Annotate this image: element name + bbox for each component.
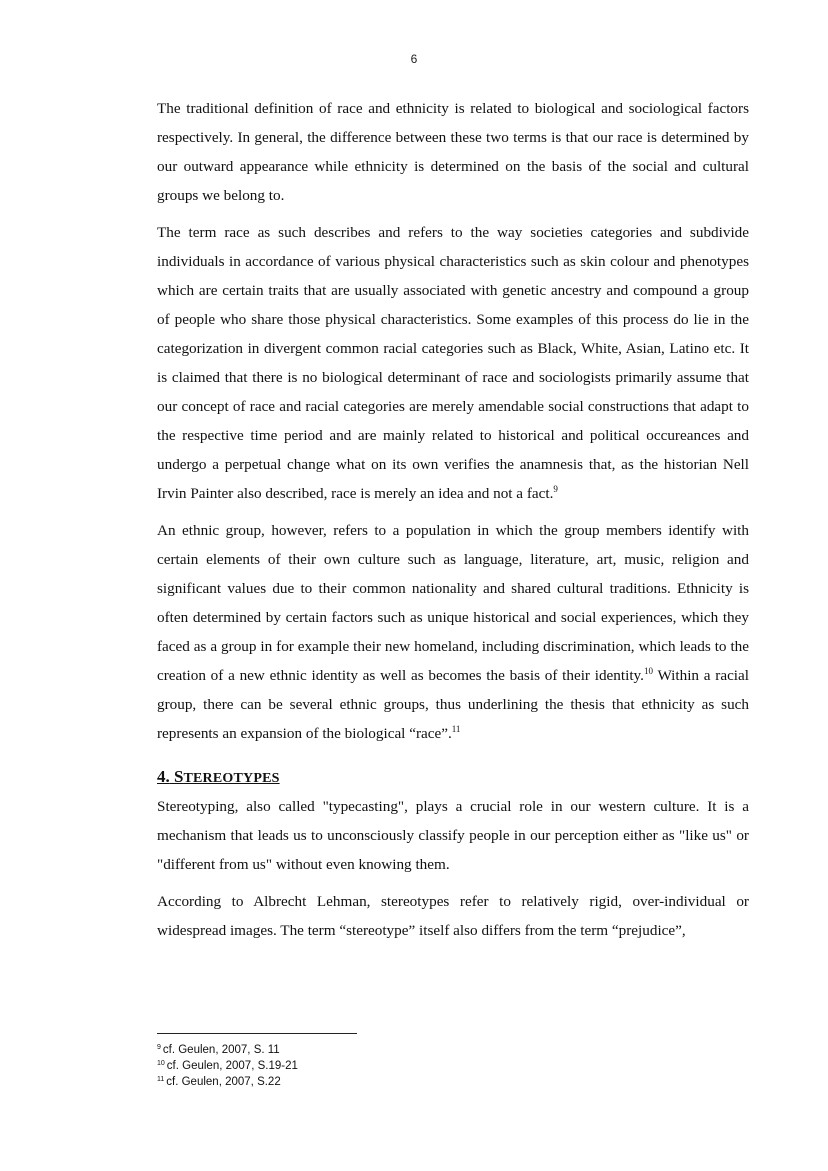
page-number: 6 (410, 52, 418, 66)
footnote-number: 10 (157, 1060, 165, 1067)
footnote-divider (157, 1033, 357, 1034)
paragraph-text: The traditional definition of race and ethnicity is related to biological and sociological factors respectively. In general, the difference between these two terms is that our race is determined by our outward appearance while ethnicity is determined on the basis of the social and cultural groups we belong to. (157, 100, 749, 204)
footnote-text: cf. Geulen, 2007, S. 11 (162, 1044, 280, 1056)
footnote-number: 11 (157, 1076, 165, 1083)
paragraph-text: Stereotyping, also called "typecasting", plays a crucial role in our western culture. It is a mechanism that leads us to unconsciously classify people in our perception either as "like us" or "different from us" without even knowing them. (157, 798, 749, 873)
paragraph-lehman (157, 887, 749, 945)
footnote-text: cf. Geulen, 2007, S.22 (166, 1076, 281, 1088)
footnote-ref[interactable]: 10 (643, 666, 653, 676)
footnote-ref[interactable]: 9 (553, 484, 558, 494)
footnote-text: cf. Geulen, 2007, S.19-21 (166, 1060, 298, 1072)
paragraph-stereotyping (157, 792, 749, 879)
body-text (157, 94, 749, 953)
section-number: 4. (157, 767, 170, 786)
paragraph-race (157, 218, 749, 508)
footnote-ref[interactable]: 11 (451, 724, 461, 734)
footnote (157, 1042, 557, 1058)
paragraph-text: According to Albrecht Lehman, stereotypes refer to relatively rigid, over-individual or widespread images. The term “stereotype” itself also differs from the term “prejudice”, (157, 893, 749, 939)
footnote (157, 1074, 557, 1090)
paragraph-ethnic-group (157, 516, 749, 748)
paragraph-text: The term race as such describes and refers to the way societies categories and subdivide individuals in accordance of various physical characteristics such as skin colour and phenotypes which are certain traits that are usually associated with genetic ancestry and compound a group of people who share those physical characteristics. Some examples of this process do lie in the categorization in divergent common racial categories such as Black, White, Asian, Latino etc. It is claimed that there is no biological determinant of race and sociologists primarily assume that our concept of race and racial categories are merely amendable social constructions that adapt to the respective time period and are mainly related to historical and political occureances and undergo a perpetual change what on its own verifies the anamnesis that, as the historian Nell Irvin Painter also described, race is merely an idea and not a fact. (157, 224, 749, 502)
paragraph-text: An ethnic group, however, refers to a population in which the group members identify with certain elements of their own culture such as language, literature, art, music, religion and significant values due to their common nationality and shared cultural traditions. Ethnicity is often determined by certain factors such as unique historical and social experiences, which they faced as a group in for example their new homeland, including discrimination, which leads to the creation of a new ethnic identity as well as becomes the basis of their identity. (157, 522, 749, 684)
heading-first-letter: S (174, 767, 184, 786)
section-heading-stereotypes (157, 764, 749, 792)
paragraph-race-ethnicity-definition (157, 94, 749, 210)
footnote (157, 1058, 557, 1074)
footnote-number: 9 (157, 1044, 161, 1051)
paragraph-text: Within a racial group, there can be several ethnic groups, thus underlining the thesis that ethnicity as such represents an expansion of the biological “race”. (157, 667, 749, 742)
footnotes (157, 1042, 557, 1090)
heading-rest: TEREOTYPES (183, 771, 280, 786)
